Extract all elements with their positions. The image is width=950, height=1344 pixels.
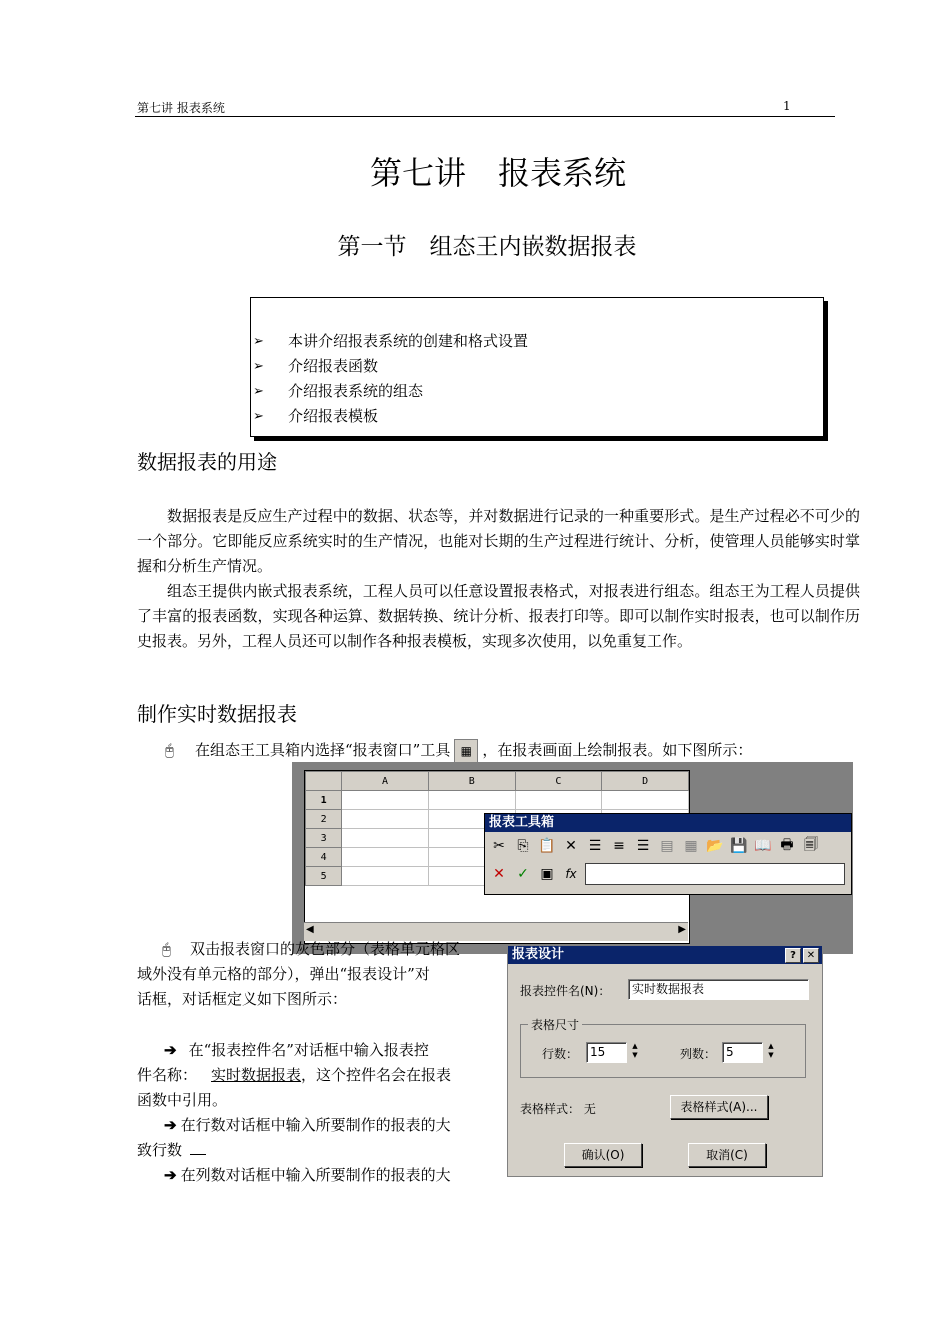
arrow-bullet-icon: ➢ <box>253 334 264 349</box>
body-text <box>137 504 860 654</box>
table-style-label: 表格样式： 无 <box>520 1102 596 1116</box>
help-icon[interactable]: ? <box>785 948 801 963</box>
report-window-tool-icon: ▦ <box>454 739 478 763</box>
cols-spinner[interactable]: ▲ ▼ <box>764 1042 778 1061</box>
properties-icon[interactable]: 🗐 <box>804 837 818 853</box>
scroll-right-icon[interactable]: ▶ <box>678 924 686 935</box>
rows-spinner[interactable]: ▲ ▼ <box>628 1042 642 1061</box>
toolbox-row-2 <box>485 860 851 888</box>
cancel-icon[interactable]: ✕ <box>493 866 505 882</box>
objective-item: ➢ 介绍报表函数 <box>253 354 528 379</box>
cols-input[interactable]: 5 <box>722 1042 763 1063</box>
dialog-title-bar: 报表设计 ? ✕ <box>508 946 822 964</box>
cell[interactable] <box>428 791 515 810</box>
save-icon[interactable]: 💾 <box>730 838 748 854</box>
insert-function-icon[interactable]: ▣ <box>540 866 554 882</box>
row-header[interactable]: 2 <box>306 810 342 829</box>
rows-input[interactable]: 15 <box>586 1042 627 1063</box>
paragraph: 组态王提供内嵌式报表系统，工程人员可以任意设置报表格式，对报表进行组态。组态王为工程人员提供了丰富的报表函数，实现各种运算、数据转换、统计分析、报表打印等。即可以制作实时报表，也可以制作历史报表。另外，工程人员还可以制作各种报表模板，实现多次使用，以免重复工作。 <box>137 582 860 650</box>
copy-icon[interactable]: ⎘ <box>517 838 529 854</box>
page-title: 第七讲 报表系统 <box>369 154 626 192</box>
close-icon[interactable]: ✕ <box>803 948 819 963</box>
objectives-box <box>250 297 824 437</box>
control-name-input[interactable]: 实时数据报表 <box>628 979 809 1000</box>
cell[interactable] <box>342 867 429 886</box>
table-style-button[interactable]: 表格样式(A)... <box>670 1095 768 1119</box>
row-header[interactable]: 5 <box>306 867 342 886</box>
cell[interactable] <box>342 810 429 829</box>
report-design-dialog <box>507 945 823 1177</box>
align-center-icon[interactable]: ≡ <box>613 838 625 854</box>
row-header[interactable]: 4 <box>306 848 342 867</box>
objective-item: ➢ 介绍报表系统的组态 <box>253 379 528 404</box>
column-header[interactable]: A <box>342 772 429 791</box>
objective-item: ➢ 本讲介绍报表系统的创建和格式设置 <box>253 329 528 354</box>
cancel-button[interactable]: 取消(C) <box>688 1143 766 1167</box>
row-header[interactable]: 3 <box>306 829 342 848</box>
arrow-bullet-icon: ➢ <box>253 409 264 424</box>
toolbox-row-1 <box>485 832 851 860</box>
corner-cell <box>306 772 342 791</box>
split-cells-icon[interactable]: ▦ <box>684 838 698 854</box>
mouse-icon: 🖰 <box>165 741 175 759</box>
open-icon[interactable]: 📂 <box>706 838 724 854</box>
print-icon[interactable]: 🖶 <box>780 837 794 853</box>
delete-icon[interactable]: ✕ <box>565 838 577 854</box>
header-rule <box>135 116 835 117</box>
toolbox-title: 报表工具箱 <box>485 814 851 832</box>
objective-item: ➢ 介绍报表模板 <box>253 404 528 429</box>
cut-icon[interactable]: ✂ <box>493 838 505 854</box>
section-heading: 数据报表的用途 <box>137 450 277 474</box>
cell[interactable] <box>342 791 429 810</box>
arrow-icon: ➔ <box>164 1041 177 1059</box>
book-icon[interactable]: 📖 <box>754 838 772 854</box>
row-header[interactable]: 1 <box>306 791 342 810</box>
page-number: 1 <box>783 99 791 113</box>
step-2: 🖰 双击报表窗口的灰色部分（表格单元格区 域外没有单元格的部分），弹出“报表设计”对 话框，对话框定义如下图所示： <box>137 937 499 1012</box>
bullet-list: ➔ 在“报表控件名”对话框中输入报表控 件名称： 实时数据报表，这个控件名会在报表 函数中引用。 ➔ 在行数对话框中输入所要制作的报表的大 致行数 ➔ 在列数对话框中输入所要制作的报表的大 <box>137 1041 452 1184</box>
cols-label: 列数： <box>680 1047 717 1061</box>
arrow-icon: ➔ <box>164 1166 177 1184</box>
size-group-label: 表格尺寸 <box>528 1016 582 1033</box>
column-header[interactable]: C <box>515 772 602 791</box>
rows-label: 行数： <box>542 1047 579 1061</box>
cell[interactable] <box>515 791 602 810</box>
column-header[interactable]: B <box>428 772 515 791</box>
arrow-icon: ➔ <box>164 1116 177 1134</box>
running-header: 第七讲 报表系统 <box>137 101 225 115</box>
paragraph: 数据报表是反应生产过程中的数据、状态等，并对数据进行记录的一种重要形式。是生产过程必不可少的一个部分。它即能反应系统实时的生产情况，也能对长期的生产过程进行统计、分析，使管理人员能够实时掌握和分析生产情况。 <box>137 507 860 575</box>
mouse-icon: 🖰 <box>162 940 172 958</box>
control-name-label: 报表控件名(N)： <box>520 984 611 998</box>
section-heading: 制作实时数据报表 <box>137 702 297 726</box>
cell[interactable] <box>342 848 429 867</box>
column-header[interactable]: D <box>602 772 689 791</box>
align-right-icon[interactable]: ☰ <box>636 838 650 854</box>
arrow-bullet-icon: ➢ <box>253 384 264 399</box>
align-left-icon[interactable]: ☰ <box>588 838 602 854</box>
report-window[interactable] <box>292 762 853 954</box>
confirm-icon[interactable]: ✓ <box>517 866 529 882</box>
arrow-bullet-icon: ➢ <box>253 359 264 374</box>
cell[interactable] <box>602 791 689 810</box>
fx-icon[interactable]: fx <box>565 867 577 881</box>
report-toolbox <box>484 813 852 895</box>
formula-input[interactable] <box>585 863 845 885</box>
step-1: 🖰 在组态王工具箱内选择“报表窗口”工具 ▦ ，在报表画面上绘制报表。如下图所示： <box>165 738 865 763</box>
control-name-text: 实时数据报表 <box>211 1066 302 1084</box>
paste-icon[interactable]: 📋 <box>538 838 556 854</box>
scroll-left-icon[interactable]: ◀ <box>306 924 314 935</box>
ok-button[interactable]: 确认(O) <box>564 1143 642 1167</box>
cell[interactable] <box>342 829 429 848</box>
section-title: 第一节 组态王内嵌数据报表 <box>337 234 637 260</box>
merge-cells-icon[interactable]: ▤ <box>660 838 674 854</box>
